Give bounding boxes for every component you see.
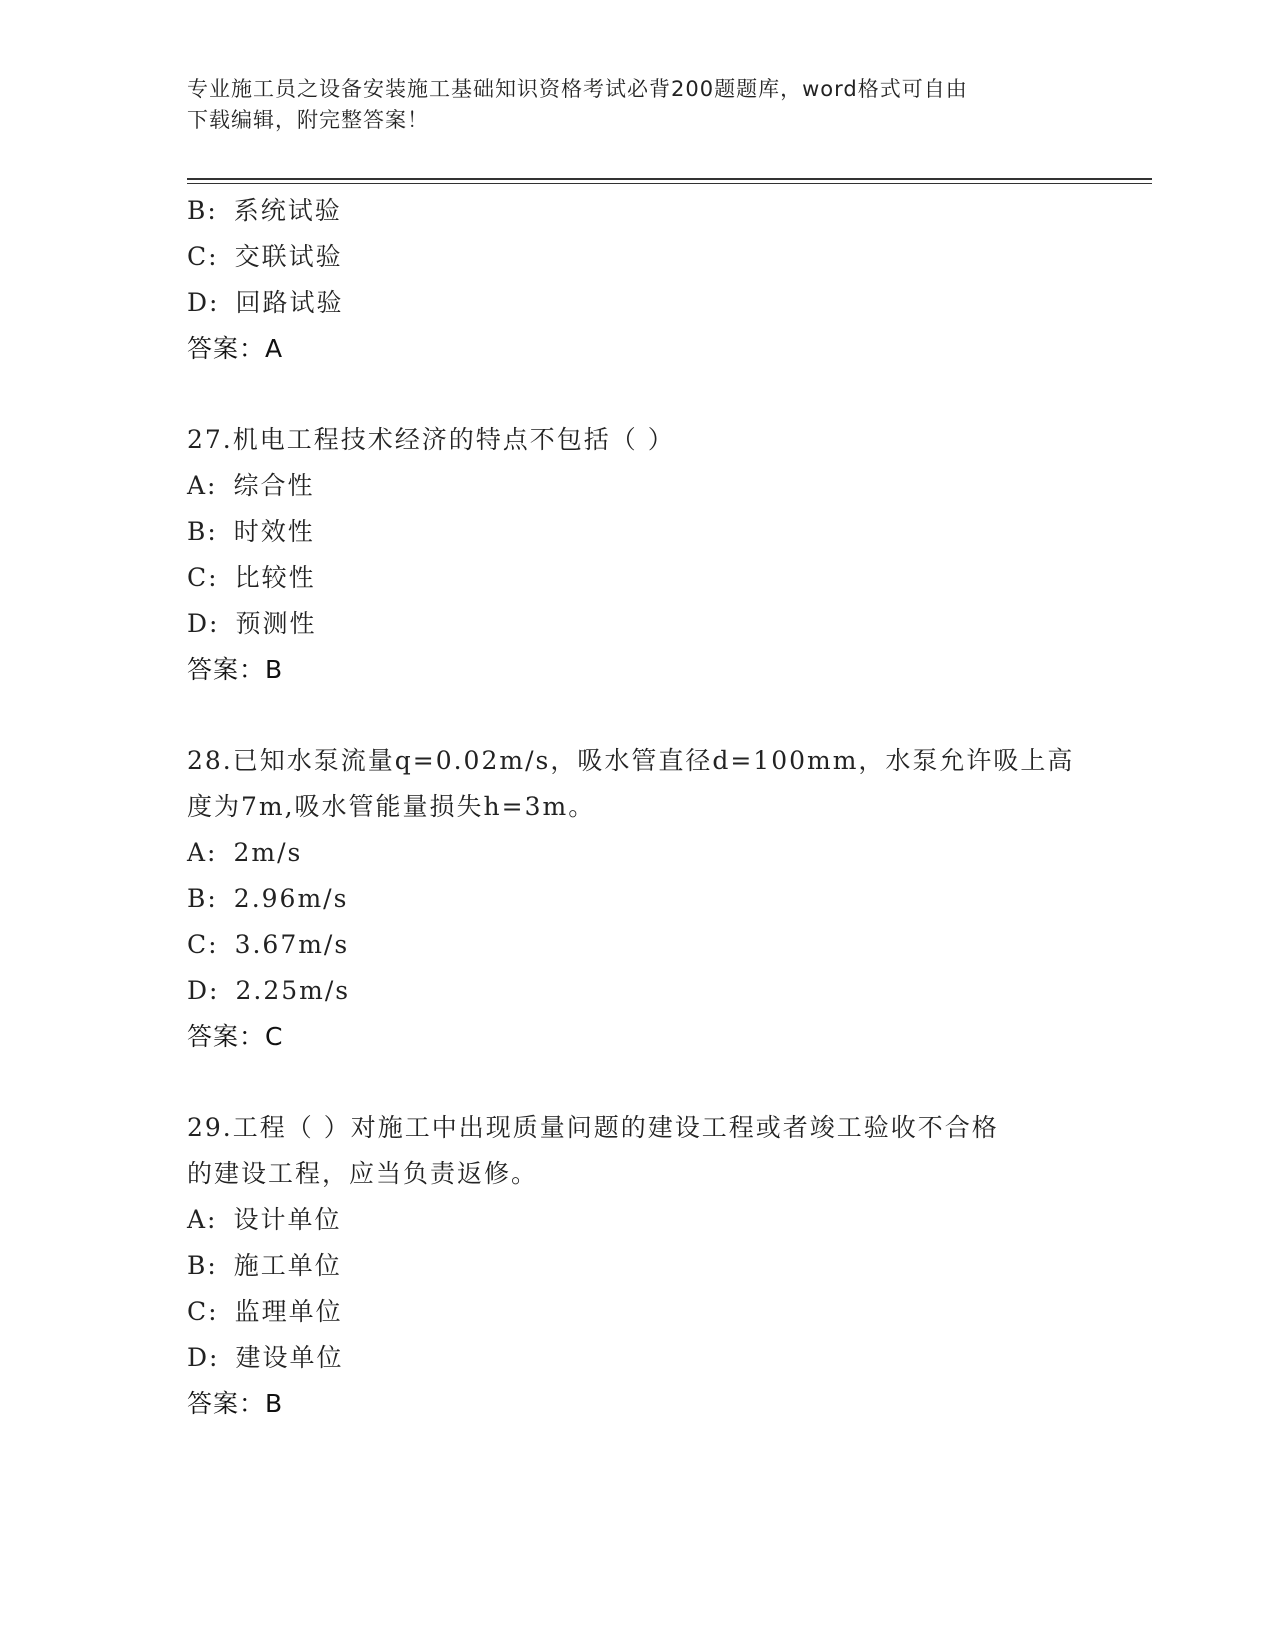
option-text: 回路试验 [235, 288, 344, 317]
option-key: B: [187, 884, 218, 913]
option-d [187, 1335, 1087, 1381]
option-c [187, 922, 1087, 968]
option-key: B: [187, 517, 218, 546]
option-b [187, 509, 1087, 555]
option-text: 建设单位 [235, 1343, 344, 1372]
option-key: A: [187, 838, 218, 867]
option-text: 2.96m/s [233, 884, 349, 913]
header-line-1: 专业施工员之设备安装施工基础知识资格考试必背200题题库，word格式可自由 [187, 77, 968, 101]
option-key: D: [187, 1343, 220, 1372]
option-key: B: [187, 196, 218, 225]
option-text: 预测性 [235, 609, 317, 638]
option-b [187, 1243, 1087, 1289]
option-key: C: [187, 563, 219, 592]
option-a [187, 1197, 1087, 1243]
spacer [187, 693, 1087, 738]
option-text: 监理单位 [234, 1297, 343, 1326]
option-text: 时效性 [233, 517, 315, 546]
option-key: C: [187, 1297, 219, 1326]
option-a [187, 463, 1087, 509]
answer-line: 答案：C [187, 1022, 284, 1051]
option-b [187, 188, 1087, 234]
option-key: D: [187, 609, 220, 638]
spacer [187, 372, 1087, 417]
question-list [187, 188, 1087, 1427]
spacer [187, 1060, 1087, 1105]
option-c [187, 555, 1087, 601]
question-29 [187, 1105, 1087, 1427]
question-stem: 27.机电工程技术经济的特点不包括（ ） [187, 425, 675, 454]
option-d [187, 968, 1087, 1014]
answer-line: 答案：B [187, 1389, 284, 1418]
header-divider-thin [187, 183, 1152, 184]
option-text: 综合性 [233, 471, 315, 500]
option-key: C: [187, 242, 219, 271]
option-text: 系统试验 [233, 196, 342, 225]
option-text: 比较性 [234, 563, 316, 592]
option-c [187, 234, 1087, 280]
option-b [187, 876, 1087, 922]
question-stem-line-2: 度为7m,吸水管能量损失h=3m。 [187, 792, 596, 821]
option-a [187, 830, 1087, 876]
question-28 [187, 738, 1087, 1060]
option-text: 2.25m/s [235, 976, 351, 1005]
header-line-2: 下载编辑，附完整答案！ [187, 108, 429, 132]
option-text: 3.67m/s [234, 930, 350, 959]
option-key: D: [187, 288, 220, 317]
option-text: 交联试验 [234, 242, 343, 271]
question-stem-line-2: 的建设工程，应当负责返修。 [187, 1159, 539, 1188]
question-continued [187, 188, 1087, 372]
option-d [187, 280, 1087, 326]
option-text: 2m/s [233, 838, 303, 867]
option-text: 施工单位 [233, 1251, 342, 1280]
answer-line: 答案：A [187, 334, 284, 363]
option-text: 设计单位 [233, 1205, 342, 1234]
option-key: B: [187, 1251, 218, 1280]
option-c [187, 1289, 1087, 1335]
question-stem-line-1: 28.已知水泵流量q=0.02m/s，吸水管直径d=100mm，水泵允许吸上高 [187, 746, 1075, 775]
option-key: A: [187, 1205, 218, 1234]
option-key: A: [187, 471, 218, 500]
option-key: D: [187, 976, 220, 1005]
question-27 [187, 417, 1087, 693]
option-key: C: [187, 930, 219, 959]
option-d [187, 601, 1087, 647]
question-stem-line-1: 29.工程（ ）对施工中出现质量问题的建设工程或者竣工验收不合格 [187, 1113, 999, 1142]
answer-line: 答案：B [187, 655, 284, 684]
header-divider-thick [187, 178, 1152, 180]
document-header [187, 74, 1067, 136]
